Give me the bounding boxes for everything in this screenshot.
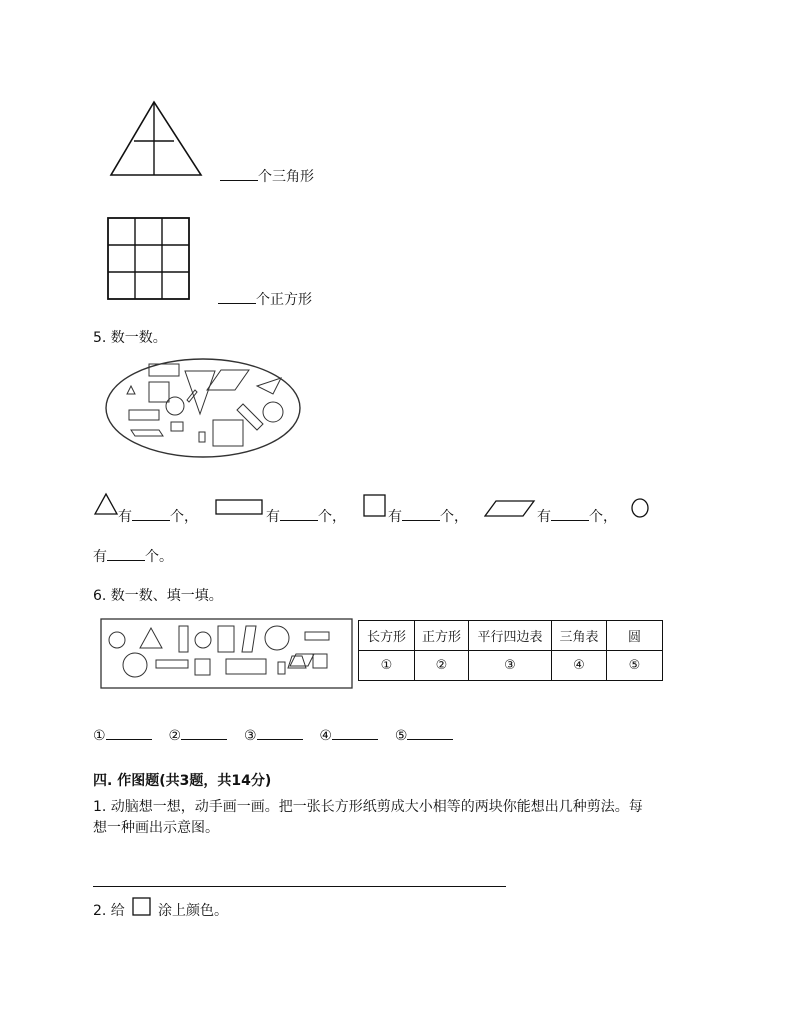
comma: ， <box>184 509 198 525</box>
table-cell: ② <box>415 651 469 681</box>
comma: ， <box>332 509 346 525</box>
table-cell: ④ <box>552 651 607 681</box>
end-label: 个。 <box>145 549 173 565</box>
answer-blank[interactable] <box>332 727 378 740</box>
you-label: 有 <box>93 549 107 565</box>
answer-blank[interactable] <box>257 727 303 740</box>
answer-blank[interactable] <box>402 508 440 521</box>
ge-label: 个 <box>589 509 603 525</box>
table-header-row <box>359 621 663 651</box>
you-label: 有 <box>388 509 402 525</box>
table-cell: ⑤ <box>607 651 663 681</box>
ge-label: 个 <box>440 509 454 525</box>
shape-table <box>358 620 663 681</box>
ge-label: 个 <box>170 509 184 525</box>
q1-line1: 1. 动脑想一想，动手画一画。把一张长方形纸剪成大小相等的两块你能想出几种剪法。每 <box>93 799 643 815</box>
table-cell: ① <box>359 651 415 681</box>
answer-number: ③ <box>243 728 257 744</box>
q6-answer-row <box>93 727 453 743</box>
comma: ， <box>454 509 468 525</box>
square-icon <box>363 494 387 518</box>
table-header: 长方形 <box>359 621 415 651</box>
answer-blank[interactable] <box>181 727 227 740</box>
shapes-box-figure <box>100 618 354 690</box>
answer-blank[interactable] <box>407 727 453 740</box>
ge-label: 个 <box>318 509 332 525</box>
table-header: 正方形 <box>415 621 469 651</box>
answer-blank[interactable] <box>132 508 170 521</box>
answer-blank[interactable] <box>551 508 589 521</box>
you-label: 有 <box>266 509 280 525</box>
table-header: 圆 <box>607 621 663 651</box>
answer-blank[interactable] <box>218 291 256 304</box>
answer-blank[interactable] <box>106 727 152 740</box>
comma: ， <box>603 509 617 525</box>
table-header: 平行四边表 <box>469 621 552 651</box>
square-grid-figure <box>106 216 192 302</box>
table-row <box>359 651 663 681</box>
divided-triangle-figure <box>108 100 206 180</box>
q5-title: 5. 数一数。 <box>93 330 167 346</box>
q6-title: 6. 数一数、填一填。 <box>93 588 223 604</box>
table-cell: ③ <box>469 651 552 681</box>
q2-prefix: 2. 给 <box>93 903 125 919</box>
answer-blank[interactable] <box>280 508 318 521</box>
answer-number: ② <box>168 728 182 744</box>
answer-blank[interactable] <box>107 548 145 561</box>
rectangle-icon <box>215 499 263 515</box>
answer-blank[interactable] <box>220 168 258 181</box>
answer-number: ④ <box>319 728 332 744</box>
answer-number: ① <box>93 728 106 744</box>
section-heading: 四. 作图题(共3题，共14分) <box>93 773 272 789</box>
triangle-icon <box>93 492 119 516</box>
square-icon <box>132 897 152 917</box>
table-header: 三角表 <box>552 621 607 651</box>
answer-number: ⑤ <box>394 728 408 744</box>
answer-line[interactable] <box>93 886 506 887</box>
you-label: 有 <box>537 509 551 525</box>
triangle-count-label: 个三角形 <box>258 169 314 185</box>
square-count-label: 个正方形 <box>256 292 312 308</box>
you-label: 有 <box>118 509 132 525</box>
q2-suffix: 涂上颜色。 <box>158 903 228 919</box>
q1-line2: 想一种画出示意图。 <box>93 820 219 836</box>
parallelogram-icon <box>484 500 536 518</box>
circle-icon <box>630 497 650 519</box>
shapes-oval-figure <box>103 356 303 460</box>
